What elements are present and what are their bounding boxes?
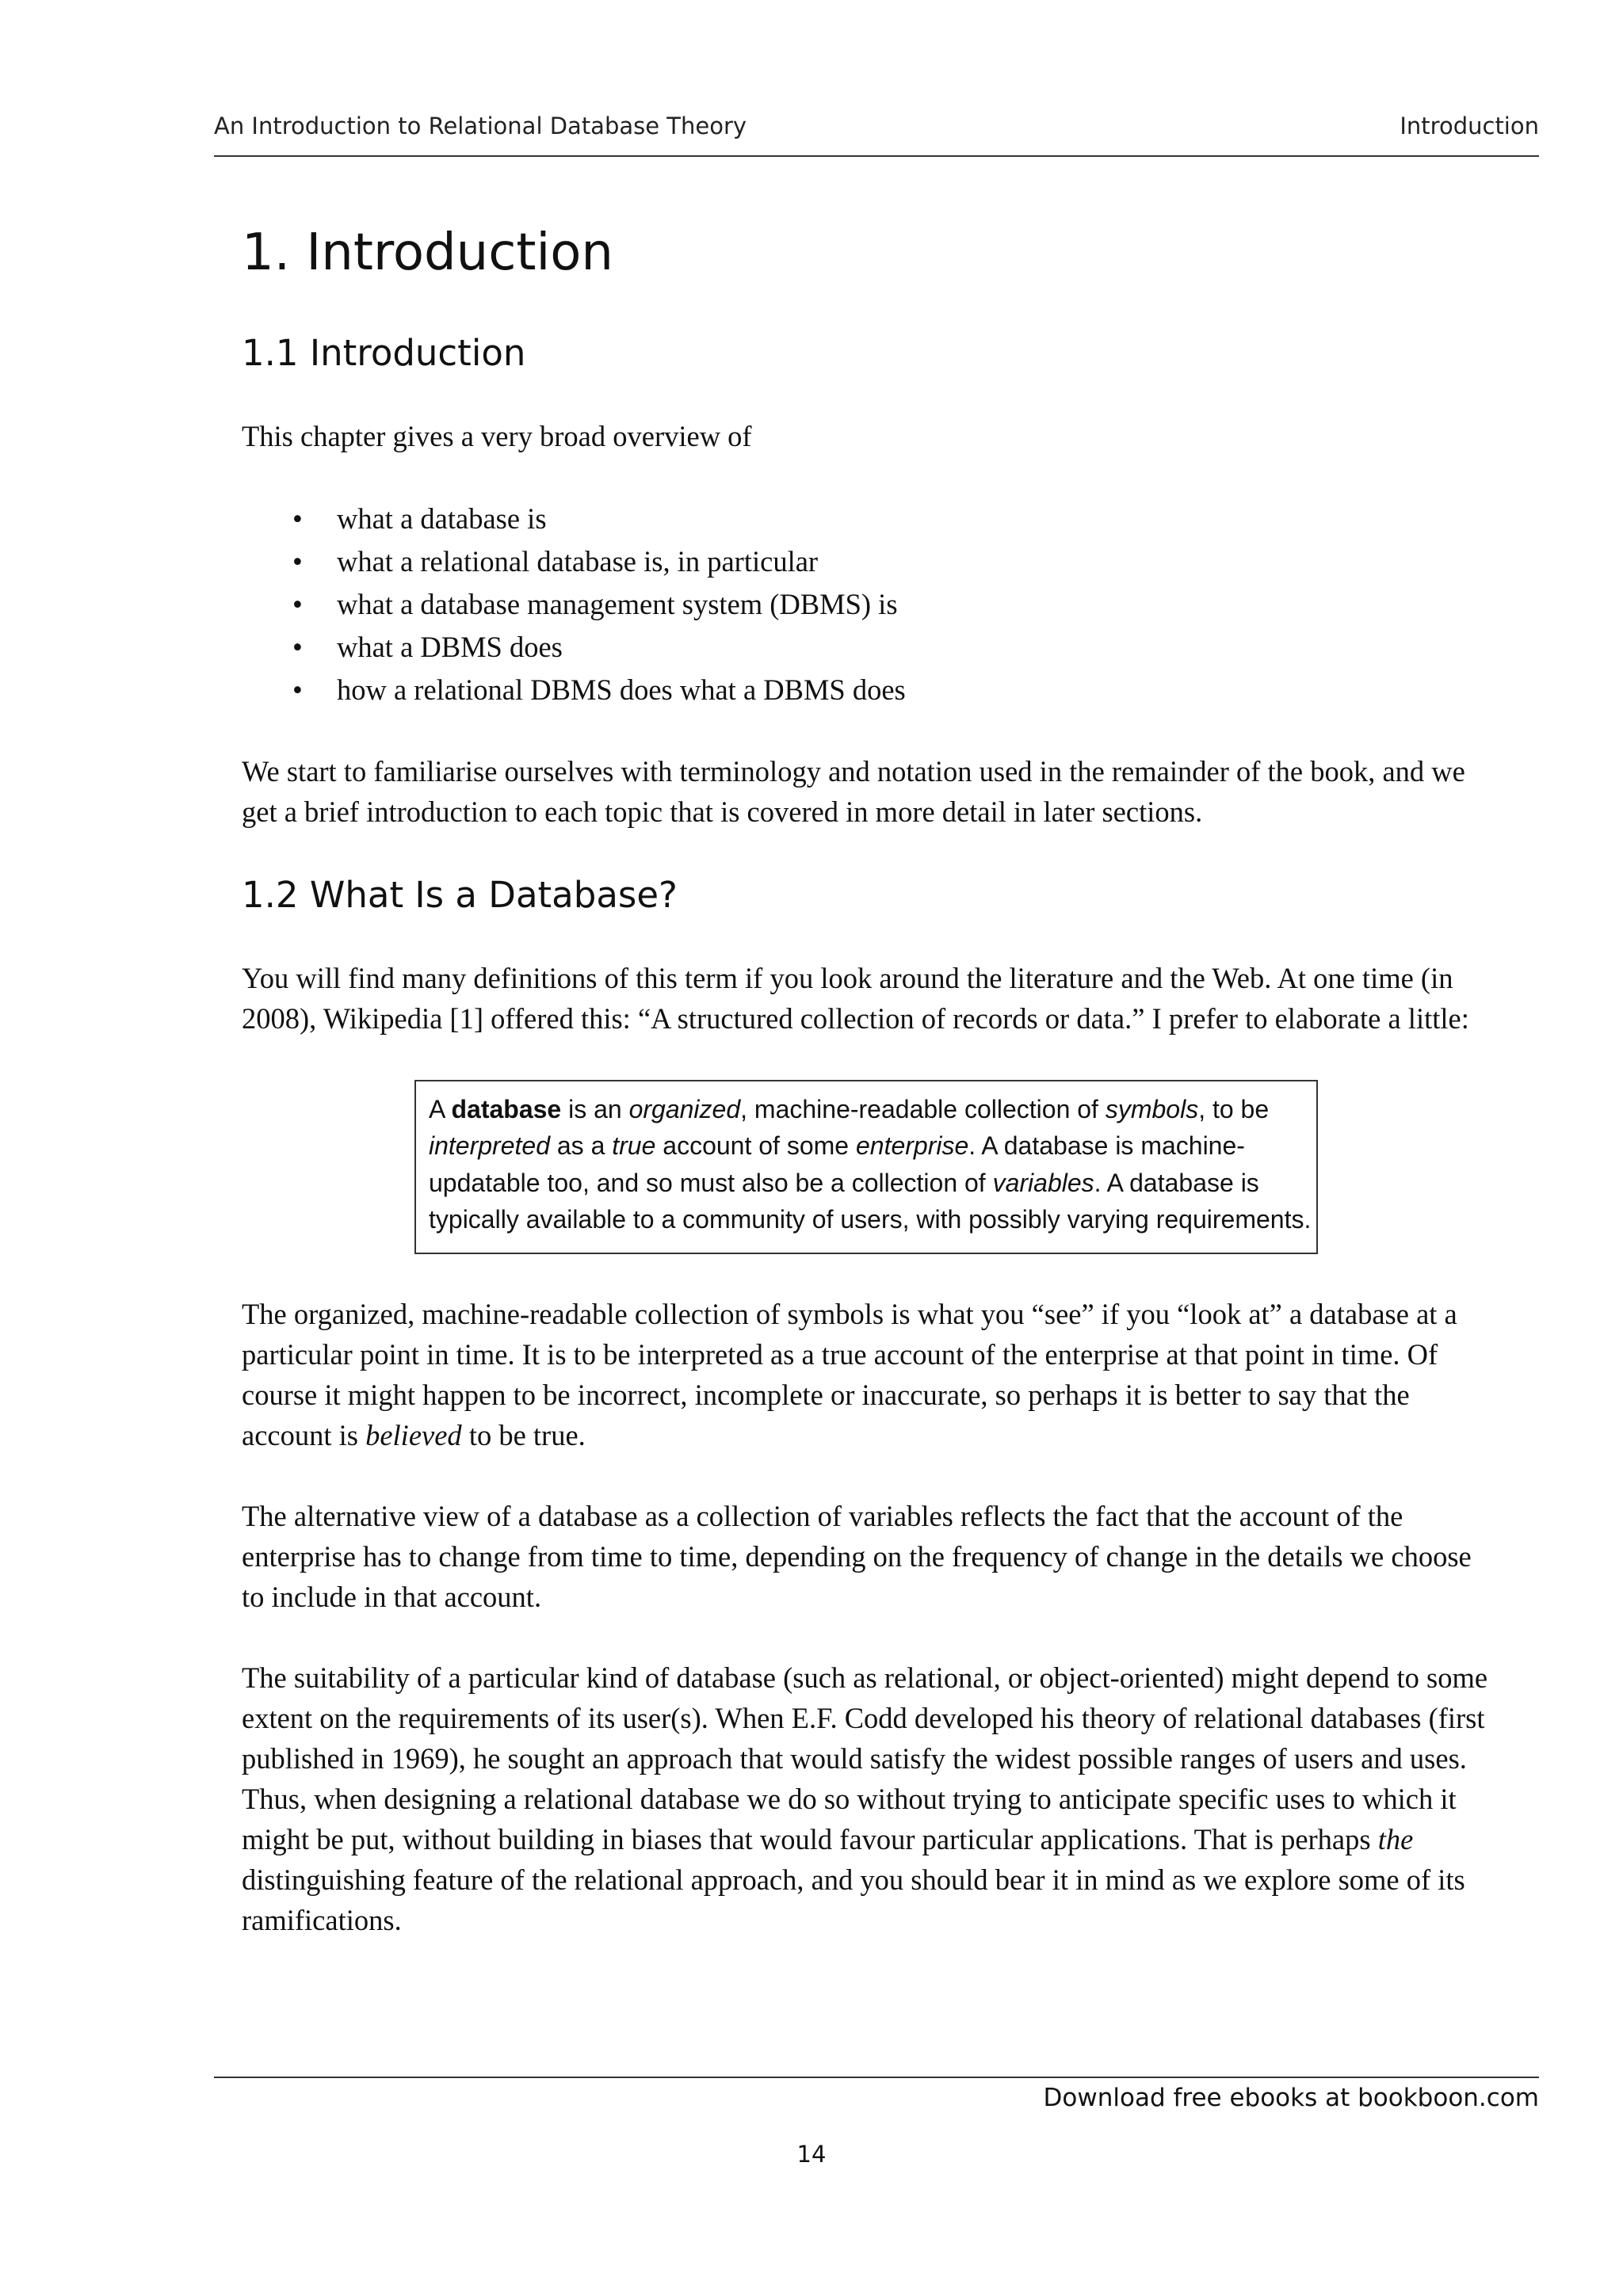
bullet-icon: •	[292, 673, 303, 706]
paragraph-emphasis: believed	[365, 1418, 462, 1451]
page-content	[242, 214, 1494, 1940]
footer-download-text: Download free ebooks at bookboon.com	[1043, 2084, 1539, 2112]
list-item-text: how a relational DBMS does what a DBMS does	[337, 673, 906, 706]
bullet-icon: •	[292, 544, 303, 578]
definition-text: as a	[549, 1131, 613, 1161]
intro-paragraph: This chapter gives a very broad overview of	[242, 419, 752, 452]
running-header	[214, 111, 1539, 157]
list-item	[242, 626, 1494, 669]
definition-text: is an	[561, 1094, 629, 1123]
definitions-paragraph: You will find many definitions of this term if you look around the literature and the Web. At one time (in 2008), Wikipedia [1] offered this: “A structured collection of records or data.” I prefer to elaborate a little:	[242, 961, 1469, 1035]
paragraph-text: The organized, machine-readable collection of symbols is what you “see” if you “look at” a database at a particular point in time. It is to be interpreted as a true account of the enterprise at that point in time. Of course it might happen to be incorrect, incomplete or inaccurate, so perhaps it is better to say that the account is	[242, 1297, 1457, 1451]
bullet-icon: •	[292, 502, 303, 535]
chapter-title: 1. Introduction	[242, 223, 613, 282]
list-item	[242, 498, 1494, 540]
list-item	[242, 583, 1494, 626]
definition-emphasis: organized	[628, 1094, 741, 1123]
definition-box	[414, 1080, 1318, 1254]
paragraph-emphasis: the	[1377, 1822, 1414, 1855]
bullet-icon: •	[292, 630, 303, 663]
footer-divider	[214, 2077, 1539, 2078]
section-heading-1-1: 1.1 Introduction	[242, 331, 526, 374]
definition-text: , to be	[1198, 1094, 1270, 1123]
paragraph-text: distinguishing feature of the relational approach, and you should bear it in mind as we explore some of its ramifications.	[242, 1863, 1465, 1936]
list-item-text: what a database is	[337, 502, 547, 535]
list-item	[242, 669, 1494, 711]
definition-text: account of some	[655, 1131, 856, 1161]
suitability-paragraph	[242, 1657, 1494, 1940]
header-book-title: An Introduction to Relational Database Theory	[214, 113, 747, 139]
paragraph-text: to be true.	[461, 1418, 586, 1451]
alternative-view-paragraph: The alternative view of a database as a collection of variables reflects the fact that the account of the enterprise has to change from time to time, depending on the frequency of change in the details we choose to include in that account.	[242, 1499, 1472, 1613]
page-number: 14	[796, 2141, 827, 2168]
list-item-text: what a database management system (DBMS) is	[337, 587, 898, 620]
list-item-text: what a relational database is, in particular	[337, 544, 819, 578]
definition-emphasis: variables	[992, 1168, 1094, 1197]
list-item	[242, 540, 1494, 583]
list-item-text: what a DBMS does	[337, 630, 563, 663]
paragraph-text: The suitability of a particular kind of database (such as relational, or object-oriented) might depend to some extent on the requirements of its user(s). When E.F. Codd developed his theory of relational databases (first published in 1969), he sought an approach that would satisfy the widest possible ranges of users and uses. Thus, when designing a relational database we do so without trying to anticipate specific uses to which it might be put, without building in biases that would favour particular applications. That is perhaps	[242, 1661, 1488, 1855]
definition-emphasis: enterprise	[855, 1131, 969, 1161]
definition-emphasis: true	[612, 1131, 656, 1161]
definition-text: . A database is machine-updatable too, and so must also be a collection of	[429, 1131, 1245, 1197]
header-section-title: Introduction	[1400, 113, 1539, 139]
bullet-icon: •	[292, 587, 303, 620]
definition-text: , machine-readable collection of	[740, 1094, 1106, 1123]
definition-emphasis: interpreted	[429, 1131, 550, 1161]
definition-emphasis: symbols	[1105, 1094, 1199, 1123]
definition-term-bold: database	[451, 1094, 562, 1123]
definition-text: . A database is typically available to a community of users, with possibly varying requirements.	[429, 1168, 1312, 1234]
terminology-paragraph: We start to familiarise ourselves with terminology and notation used in the remainder of the book, and we get a brief introduction to each topic that is covered in more detail in later sections.	[242, 754, 1465, 828]
definition-text: A	[429, 1094, 452, 1123]
overview-list	[242, 498, 1494, 711]
section-heading-1-2: 1.2 What Is a Database?	[242, 873, 678, 916]
organized-collection-paragraph	[242, 1294, 1494, 1455]
